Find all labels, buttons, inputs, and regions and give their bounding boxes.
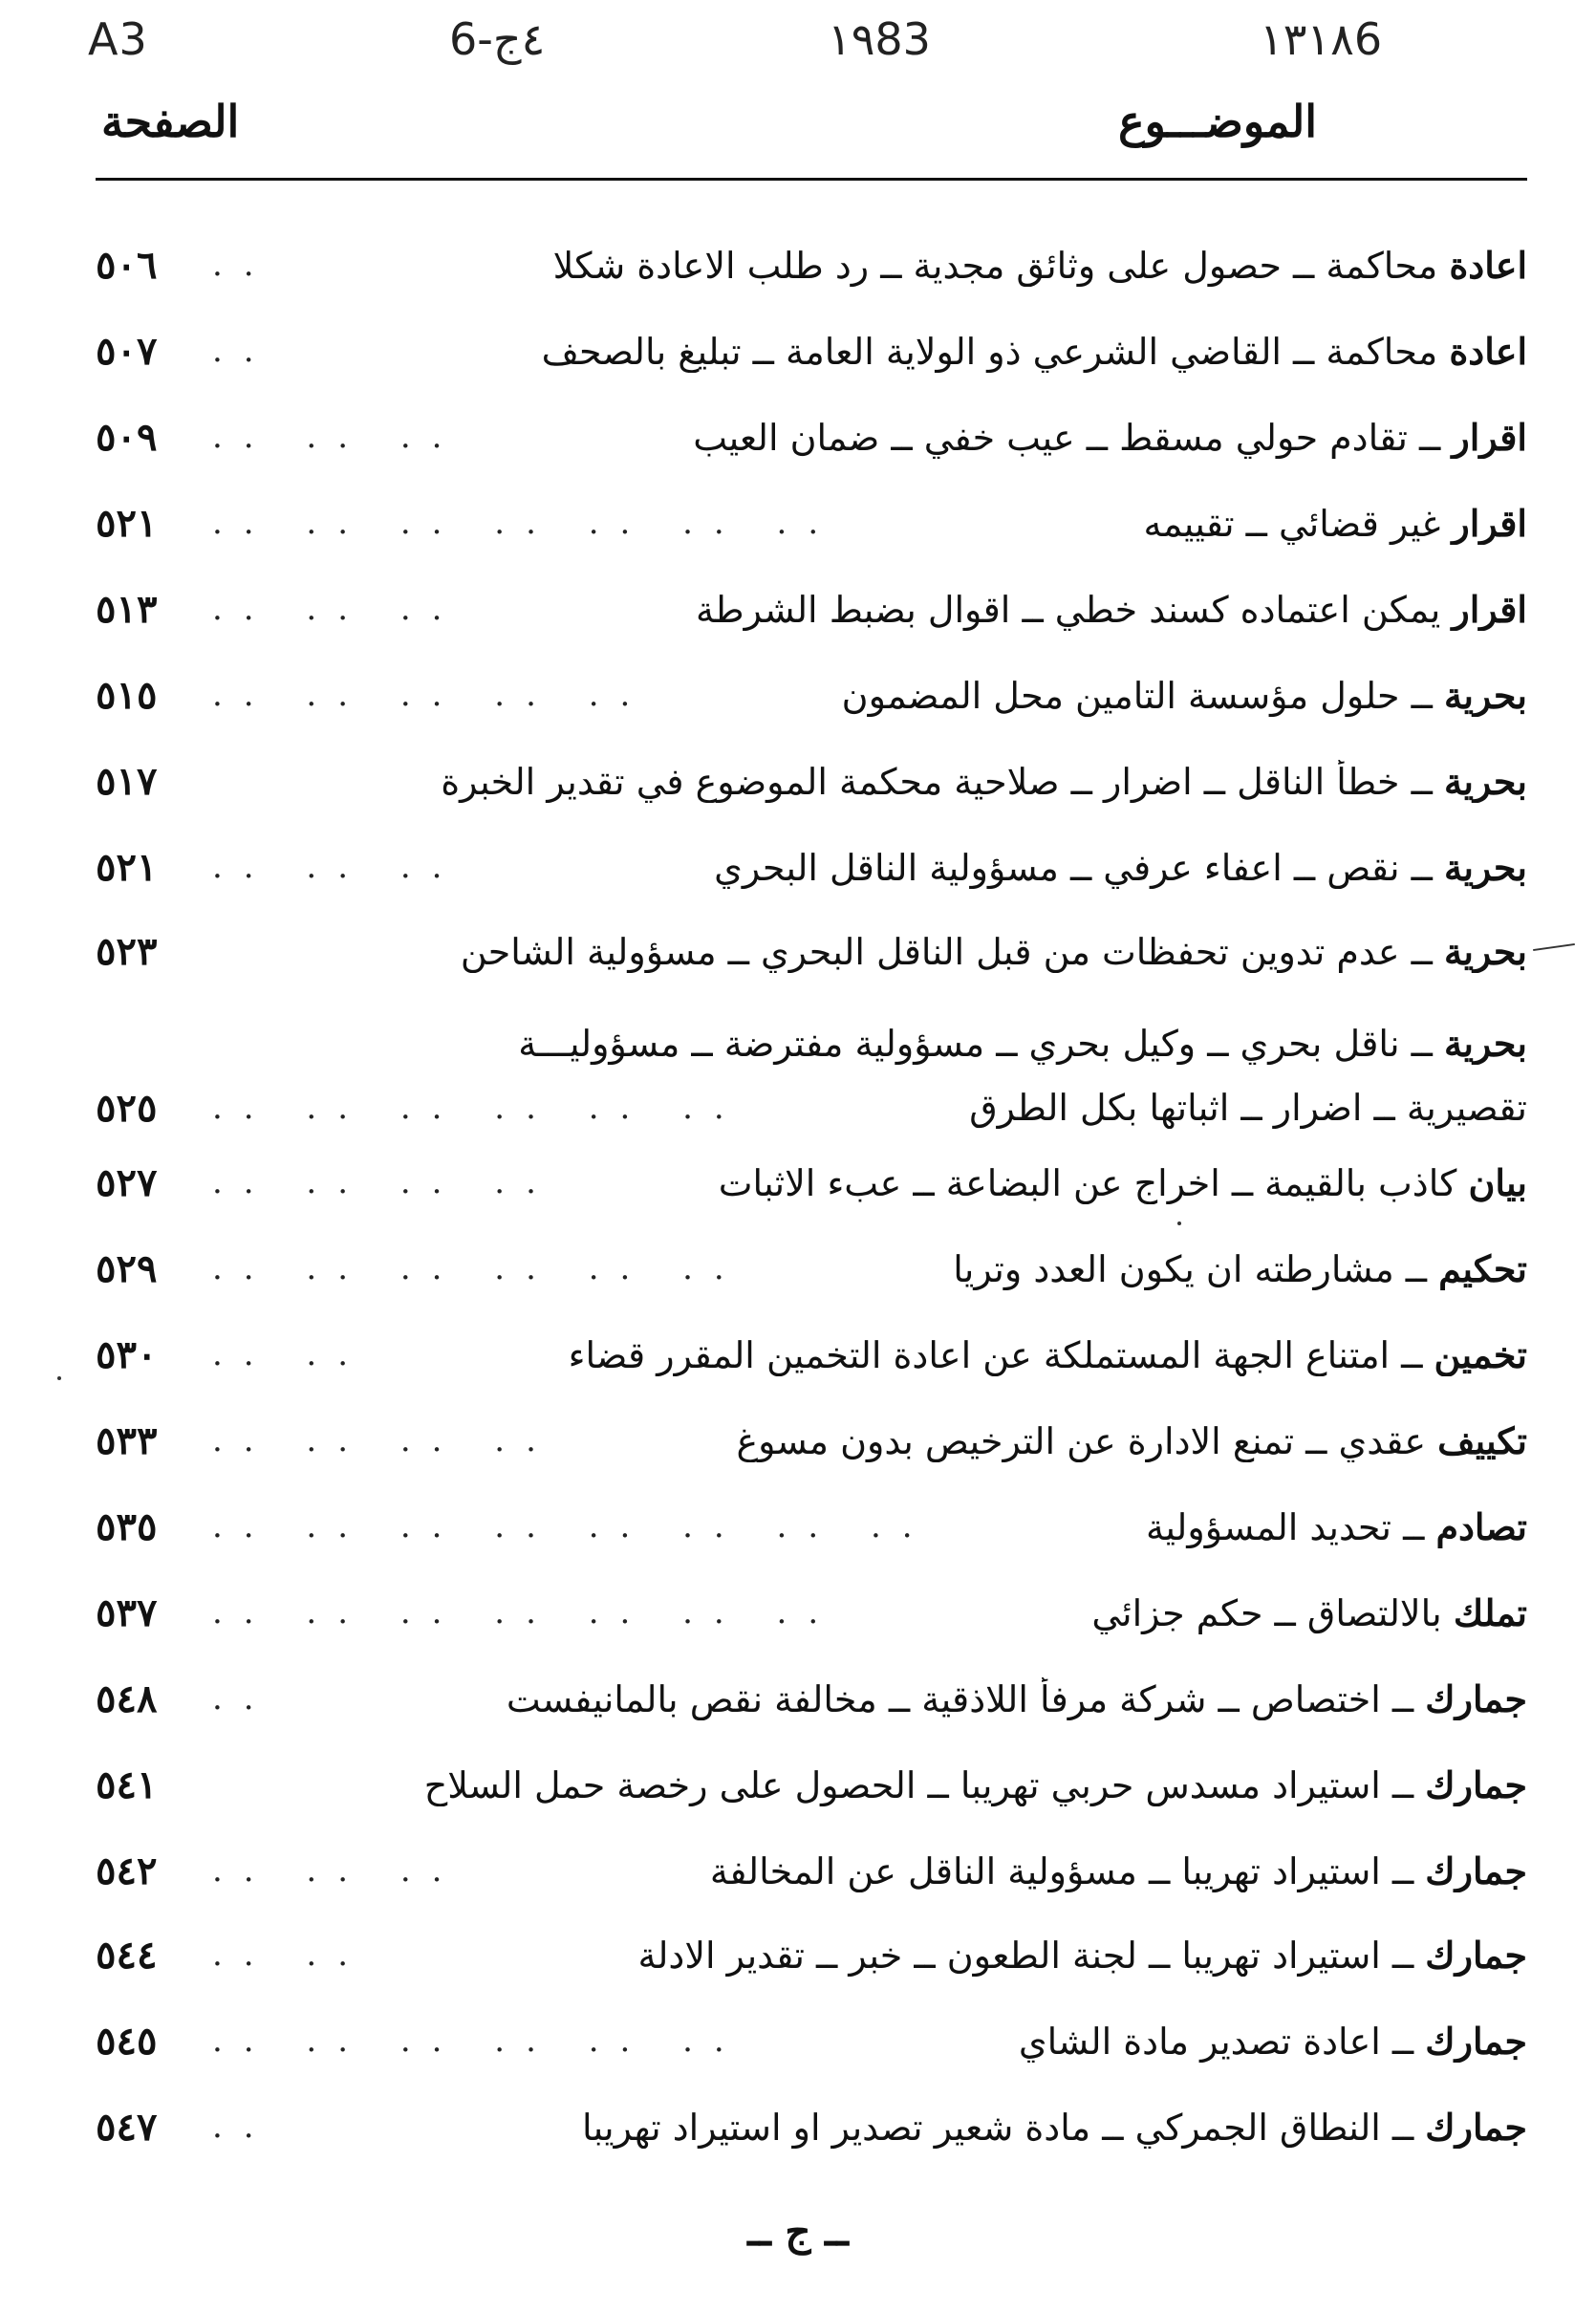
leader-dots: .. .. .. .. .. .. .. .. <box>212 1507 934 1546</box>
entry-text: محاكمة ــ القاضي الشرعي ذو الولاية العامة ــ تبليغ بالصحف <box>541 330 1450 373</box>
page-number: ٥٤٤ <box>96 1932 158 1978</box>
leader-dots: .. .. .. <box>212 848 464 886</box>
entry-title <box>851 502 1527 545</box>
handwritten-note: ١٩83 <box>828 13 931 65</box>
entry-text: ــ استيراد مسدس حربي تهريبا ــ الحصول على رخصة حمل السلاح <box>423 1763 1426 1806</box>
leader-dots: .. .. <box>212 1935 370 1974</box>
entry-text: ــ نقص ــ اعفاء عرفي ــ مسؤولية الناقل البحري <box>714 846 1444 889</box>
handwritten-note: ١٣١٨6 <box>1260 13 1383 65</box>
entry-title <box>757 1247 1527 1290</box>
page-number: ٥٢٥ <box>96 1085 158 1131</box>
leader-dots: .. <box>212 332 275 370</box>
index-entry <box>96 566 1527 652</box>
leader-dots: .. .. .. .. .. .. .. <box>212 1593 840 1632</box>
index-entry <box>96 1655 1527 1741</box>
page-number: ٥٣٥ <box>96 1503 158 1549</box>
entry-text: يمكن اعتماده كسند خطي ــ اقوال بضبط الشرطة <box>696 588 1453 631</box>
entry-keyword: بحرية <box>1443 673 1527 717</box>
page-footer-letter: ــ ج ــ <box>747 2208 849 2255</box>
entry-title <box>287 244 1527 287</box>
page-number: ٥٠٧ <box>96 328 158 374</box>
entry-text: ــ تحديد المسؤولية <box>1145 1505 1436 1548</box>
entry-keyword: اقرار <box>1452 501 1527 545</box>
entry-text: ــ امتناع الجهة المستملكة عن اعادة التخمين المقرر قضاء <box>568 1333 1434 1376</box>
entry-title <box>380 1934 1527 1977</box>
entry-keyword: جمارك <box>1425 2019 1527 2063</box>
entry-title <box>201 930 1527 973</box>
leader-dots: .. .. .. <box>212 590 464 628</box>
entry-title <box>96 1022 1527 1065</box>
scan-speck <box>1177 1221 1181 1225</box>
index-entry <box>96 1998 1527 2084</box>
entry-text: محاكمة ــ حصول على وثائق مجدية ــ رد طلب الاعادة شكلا <box>552 244 1450 287</box>
entry-text: عقدي ــ تمنع الادارة عن الترخيص بدون مسوغ <box>736 1419 1438 1462</box>
entry-keyword: بيان <box>1468 1160 1527 1204</box>
entry-title <box>569 1419 1527 1462</box>
handwritten-note: 6-٤ج <box>449 13 546 65</box>
entry-text: ــ ناقل بحري ــ وكيل بحري ــ مسؤولية مفترضة ــ مسؤوليـــة <box>518 1022 1444 1065</box>
entry-title <box>201 760 1527 803</box>
index-entry <box>96 222 1527 308</box>
leader-dots: .. .. .. .. .. .. <box>212 1089 745 1127</box>
page-number: ٥٣٣ <box>96 1417 158 1463</box>
entry-title <box>662 674 1527 717</box>
entry-keyword: تحكيم <box>1438 1246 1527 1290</box>
index-entry <box>96 738 1527 824</box>
index-entry <box>96 1912 1527 1998</box>
entry-keyword: بحرية <box>1443 929 1527 973</box>
entry-keyword: جمارك <box>1425 1848 1527 1892</box>
entry-text: ــ مشارطته ان يكون العدد وتريا <box>953 1247 1439 1290</box>
index-entry <box>96 1311 1527 1397</box>
entry-keyword: تكييف <box>1437 1418 1527 1462</box>
entry-title <box>201 1763 1527 1806</box>
index-entry <box>96 908 1527 994</box>
index-entry <box>96 1569 1527 1655</box>
page-number: ٥٤٥ <box>96 2018 158 2064</box>
entry-title <box>474 588 1527 631</box>
entry-keyword: تخمين <box>1434 1332 1527 1376</box>
leader-dots: .. <box>212 246 275 284</box>
entry-text: كاذب بالقيمة ــ اخراج عن البضاعة ــ عبء الاثبات <box>718 1161 1469 1204</box>
index-entry <box>96 1139 1527 1225</box>
margin-mark <box>1533 943 1575 951</box>
index-entry <box>96 1225 1527 1311</box>
entry-text: ــ خطأ الناقل ــ اضرار ــ صلاحية محكمة الموضوع في تقدير الخبرة <box>441 760 1444 803</box>
index-entry <box>96 1827 1527 1913</box>
page-number: ٥٠٩ <box>96 414 158 460</box>
entry-keyword: اعادة <box>1449 243 1527 287</box>
leader-dots: .. .. .. <box>212 418 464 456</box>
index-entry <box>96 2084 1527 2170</box>
page-number: ٥٤١ <box>96 1762 158 1807</box>
entry-title <box>474 416 1527 459</box>
page-number: ٥٤٧ <box>96 2104 158 2150</box>
page-column-header: الصفحة <box>101 96 240 147</box>
entry-title <box>474 1849 1527 1892</box>
page-number: ٥٢١ <box>96 500 158 546</box>
leader-dots: .. .. .. .. .. .. <box>212 1249 745 1287</box>
page-number: ٥٣٠ <box>96 1331 158 1377</box>
page-number: ٥٢٣ <box>96 928 158 974</box>
subject-column-header: الموضـــوع <box>1118 96 1317 147</box>
handwritten-note: A3 <box>88 13 148 65</box>
index-entry <box>96 652 1527 738</box>
entry-text: ــ اختصاص ــ شركة مرفأ اللاذقية ــ مخالفة نقص بالمانيفست <box>506 1677 1426 1720</box>
entry-text: ــ النطاق الجمركي ــ مادة شعير تصدير او استيراد تهريبا <box>582 2106 1426 2149</box>
leader-dots: .. .. .. .. .. .. .. <box>212 504 840 542</box>
page-number: ٥٠٦ <box>96 242 158 288</box>
page-number: ٥٢٧ <box>96 1159 158 1205</box>
entry-keyword: اقرار <box>1452 415 1527 459</box>
entry-keyword: اعادة <box>1449 329 1527 373</box>
leader-dots: .. .. .. .. <box>212 1163 557 1201</box>
index-entry <box>96 1483 1527 1569</box>
page-number: ٥٢٩ <box>96 1245 158 1291</box>
entry-text: ــ استيراد تهريبا ــ مسؤولية الناقل عن المخالفة <box>709 1849 1426 1892</box>
entry-keyword: جمارك <box>1425 1676 1527 1720</box>
page-number: ٥٤٢ <box>96 1848 158 1893</box>
index-entry <box>96 480 1527 566</box>
leader-dots: .. .. .. <box>212 1851 464 1890</box>
entry-keyword: جمارك <box>1425 1933 1527 1977</box>
entry-text: ــ تقادم حولي مسقط ــ عيب خفي ــ ضمان العيب <box>693 416 1453 459</box>
entry-title <box>474 846 1527 889</box>
leader-dots: .. .. .. .. .. .. <box>212 2021 745 2060</box>
leader-dots: .. <box>212 2108 275 2146</box>
page-number: ٥١٥ <box>96 672 158 718</box>
entry-keyword: تملك <box>1453 1590 1527 1634</box>
entry-keyword: بحرية <box>1443 1021 1527 1065</box>
leader-dots: .. .. .. .. .. <box>212 676 652 714</box>
entry-title <box>287 2106 1527 2149</box>
index-entry <box>96 824 1527 910</box>
entry-title <box>945 1505 1527 1548</box>
index-entry <box>96 308 1527 394</box>
page-number: ٥١٧ <box>96 758 158 804</box>
leader-dots: .. .. .. .. <box>212 1421 557 1459</box>
entry-text: بالالتصاق ــ حكم جزائي <box>1091 1591 1454 1634</box>
leader-dots: .. <box>212 1679 275 1718</box>
entry-text: ــ اعادة تصدير مادة الشاي <box>1018 2020 1426 2063</box>
entry-text: ــ حلول مؤسسة التامين محل المضمون <box>841 674 1444 717</box>
entry-keyword: جمارك <box>1425 1762 1527 1806</box>
entry-text: غير قضائي ــ تقييمه <box>1143 502 1453 545</box>
header-divider <box>96 178 1527 181</box>
index-entry <box>96 1397 1527 1483</box>
entry-keyword: اقرار <box>1452 587 1527 631</box>
entry-text: ــ استيراد تهريبا ــ لجنة الطعون ــ خبر ــ تقدير الادلة <box>637 1934 1426 1977</box>
entry-keyword: تصادم <box>1435 1504 1527 1548</box>
page-number: ٥١٣ <box>96 586 158 632</box>
page-number: ٥٢١ <box>96 844 158 890</box>
index-entry <box>96 1741 1527 1827</box>
entry-text-continued: تقصيرية ــ اضرار ــ اثباتها بكل الطرق <box>969 1087 1527 1129</box>
page-number: ٥٤٨ <box>96 1675 158 1721</box>
entry-keyword: بحرية <box>1443 845 1527 889</box>
entry-title <box>851 1591 1527 1634</box>
page-number: ٥٣٧ <box>96 1589 158 1635</box>
entry-title <box>287 1677 1527 1720</box>
leader-dots: .. .. <box>212 1335 370 1373</box>
entry-title <box>569 1161 1527 1204</box>
index-entry <box>96 394 1527 480</box>
entry-keyword: بحرية <box>1443 759 1527 803</box>
entry-keyword: جمارك <box>1425 2105 1527 2149</box>
scan-speck <box>57 1376 61 1380</box>
entry-text: ــ عدم تدوين تحفظات من قبل الناقل البحري ــ مسؤولية الشاحن <box>460 930 1444 973</box>
entry-title <box>287 330 1527 373</box>
index-entry <box>96 1000 1527 1131</box>
entry-title <box>380 1333 1527 1376</box>
entry-title <box>757 2020 1527 2063</box>
